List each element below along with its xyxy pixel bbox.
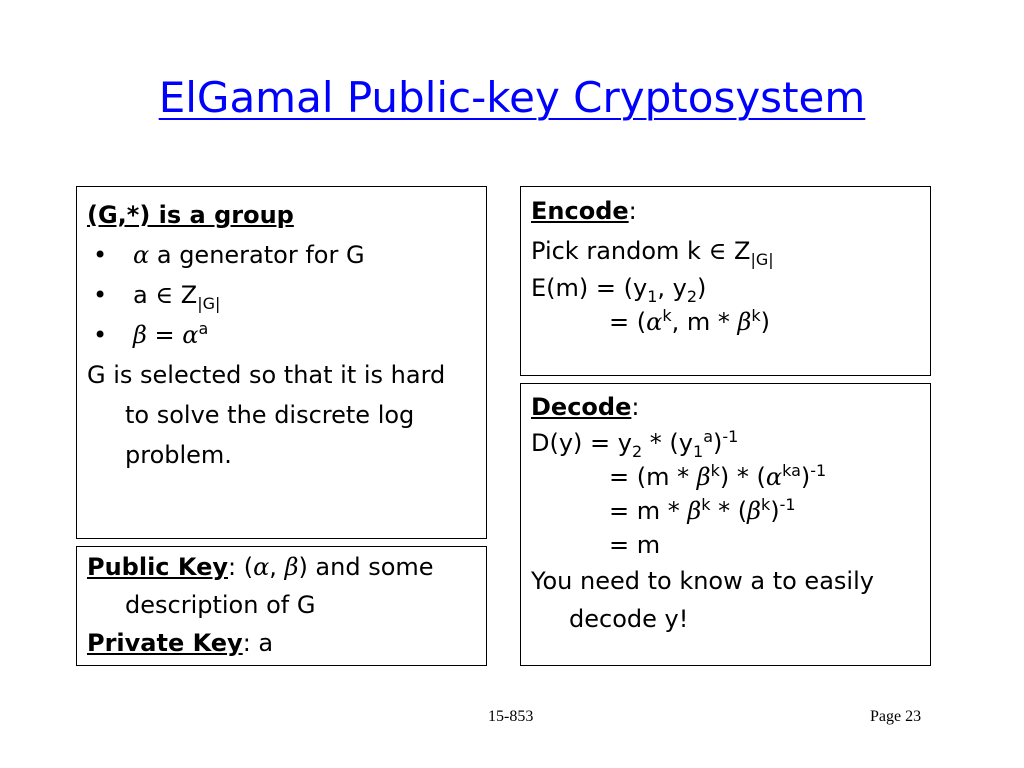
- d2-mid: ) * (: [719, 463, 766, 491]
- public-key-rest: ) and some description of G: [125, 553, 434, 619]
- sup-ka: ka: [782, 461, 801, 480]
- sup-k: k: [710, 461, 720, 480]
- footer-page-number: Page 23: [870, 708, 922, 725]
- z-symbol: Z: [180, 281, 198, 309]
- setup-note: G is selected so that it is hard to solve the discrete log problem.: [87, 361, 446, 469]
- pick-text: Pick random k: [531, 237, 701, 265]
- z-symbol: Z: [734, 237, 751, 265]
- decode-line-2: [531, 460, 920, 494]
- alpha-symbol: α: [646, 308, 663, 336]
- beta-symbol: β: [737, 308, 752, 336]
- d2-start: = (m *: [609, 463, 697, 491]
- setup-bullet-generator: [87, 235, 476, 275]
- decode-line-4: = m: [609, 531, 661, 559]
- e2-start: = (: [609, 308, 647, 336]
- equals-sign: =: [154, 321, 175, 349]
- generator-text: a generator for G: [156, 241, 365, 269]
- sup-k: k: [701, 495, 711, 514]
- sub-2: 2: [686, 286, 698, 306]
- alpha-symbol: α: [133, 241, 150, 269]
- encode-e-line: [531, 271, 920, 305]
- element-of-symbol: ∈: [708, 237, 727, 265]
- secret-a: a: [133, 281, 148, 309]
- sup-inverse: -1: [722, 427, 739, 446]
- d3-close: ): [770, 497, 780, 525]
- sup-a: a: [703, 427, 713, 446]
- colon: :: [628, 197, 637, 225]
- z-subscript: |G|: [197, 293, 221, 313]
- comma: ,: [269, 553, 285, 581]
- setup-heading-line: [87, 195, 476, 235]
- encode-pick-line: [531, 231, 920, 271]
- encode-heading-line: [531, 191, 920, 231]
- group-setup-box: [76, 186, 487, 539]
- decode-line-3: [531, 494, 920, 528]
- setup-bullet-secret: [87, 275, 476, 315]
- encode-box: [520, 186, 931, 376]
- e2-end: ): [760, 308, 771, 336]
- public-key-label: Public Key: [87, 553, 228, 581]
- beta-symbol: β: [133, 321, 147, 349]
- footer-course-number: 15-853: [488, 708, 534, 725]
- e-start: E(m) = (y: [531, 274, 648, 302]
- d1-start: D(y) = y: [531, 429, 632, 457]
- alpha-symbol: α: [182, 321, 199, 349]
- d2-close: ): [800, 463, 811, 491]
- private-key-label: Private Key: [87, 629, 243, 657]
- public-key-line: [87, 548, 476, 624]
- beta-symbol: β: [284, 553, 299, 581]
- sup-k: k: [761, 495, 771, 514]
- d3-start: = m *: [609, 497, 688, 525]
- d1-mid: * (y: [642, 429, 693, 457]
- sup-inverse: -1: [810, 461, 827, 480]
- decode-note: You need to know a to easily decode y!: [531, 567, 874, 633]
- power-a: a: [198, 319, 209, 338]
- setup-bullet-beta: [87, 315, 476, 355]
- slide-title: ElGamal Public-key Cryptosystem: [158, 73, 866, 122]
- decode-line-1: [531, 426, 920, 460]
- encode-e-line-2: [531, 305, 920, 339]
- e-mid: , y: [657, 274, 687, 302]
- e2-mid: , m *: [671, 308, 738, 336]
- beta-symbol: β: [696, 463, 711, 491]
- keys-box: [76, 546, 487, 666]
- bullet-icon: •: [93, 241, 108, 269]
- decode-heading-line: [531, 388, 920, 426]
- d3-mid: * (: [710, 497, 748, 525]
- e-end: ): [697, 274, 707, 302]
- public-key-open: : (: [228, 553, 254, 581]
- decode-heading: Decode: [531, 393, 632, 421]
- sup-k: k: [751, 306, 761, 325]
- decode-box: [520, 383, 931, 666]
- encode-heading: Encode: [531, 197, 629, 225]
- sup-k: k: [662, 306, 672, 325]
- beta-symbol: β: [687, 497, 702, 525]
- private-key-value: : a: [242, 629, 274, 657]
- alpha-symbol: α: [253, 553, 270, 581]
- d1-close: ): [713, 429, 723, 457]
- beta-symbol: β: [747, 497, 762, 525]
- colon: :: [631, 393, 640, 421]
- bullet-icon: •: [93, 321, 108, 349]
- bullet-icon: •: [93, 281, 108, 309]
- sub-1: 1: [647, 286, 658, 306]
- element-of-symbol: ∈: [155, 281, 174, 309]
- private-key-line: [87, 624, 476, 662]
- sub-2: 2: [631, 441, 643, 461]
- setup-heading: (G,*) is a group: [87, 201, 294, 229]
- sub-1: 1: [693, 441, 704, 461]
- sup-inverse: -1: [779, 495, 796, 514]
- alpha-symbol: α: [765, 463, 783, 491]
- z-subscript: |G|: [750, 249, 774, 269]
